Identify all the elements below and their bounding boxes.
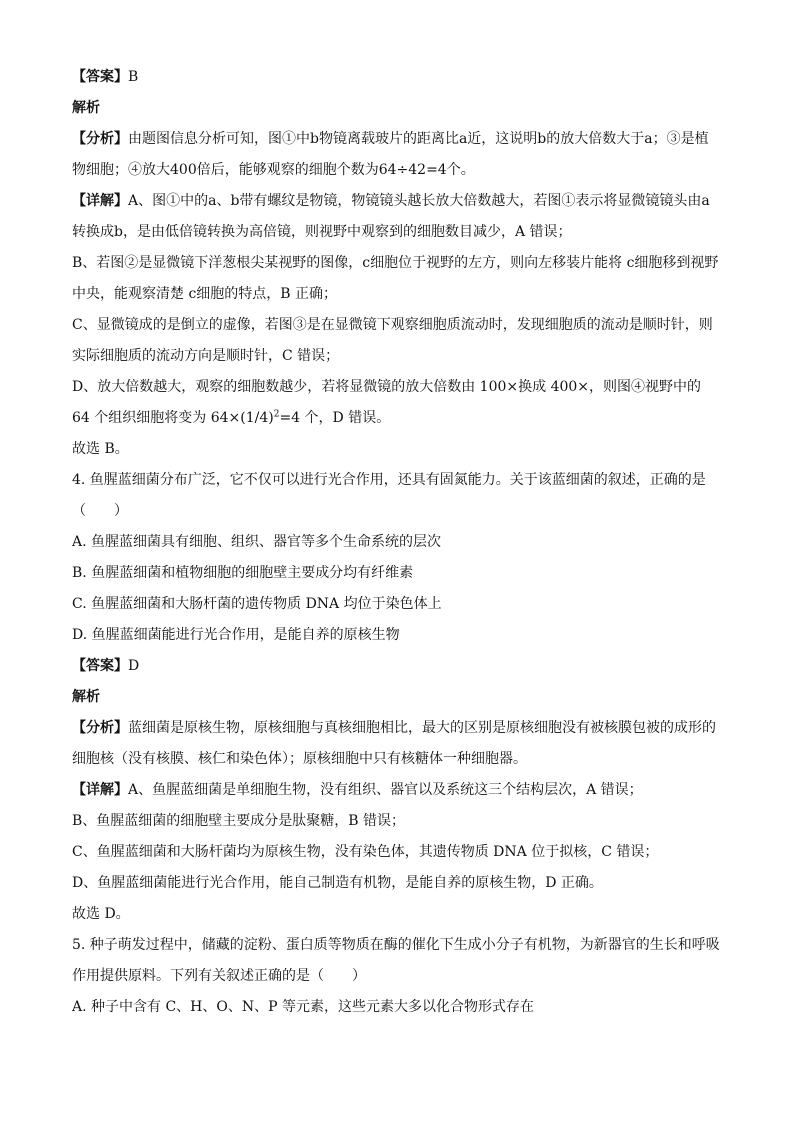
analysis-text: 蓝细菌是原核生物，原核细胞与真核细胞相比，最大的区别是原核细胞没有被核膜包被的成形的细胞核（没有核膜、核仁和染色体）；原核细胞中只有核糖体一种细胞器。 (72, 720, 716, 767)
document-page (72, 62, 722, 1023)
option-d: D. 鱼腥蓝细菌能进行光合作用，是能自养的原核生物 (72, 627, 400, 643)
answer-line (72, 651, 722, 682)
detail-paragraph-a (72, 186, 722, 248)
analysis-tag: 【分析】 (72, 131, 128, 147)
answer-tag: 【答案】 (72, 69, 128, 85)
analysis-tag: 【分析】 (72, 720, 128, 736)
analysis-title: 解析 (72, 100, 100, 116)
detail-tag: 【详解】 (72, 193, 128, 209)
option-a: A. 种子中含有 C、H、O、N、P 等元素，这些元素大多以化合物形式存在 (72, 999, 534, 1015)
answer-value: B (128, 69, 139, 85)
detail-paragraph-b: B、鱼腥蓝细菌的细胞壁主要成分是肽聚糖，B 错误； (72, 813, 406, 829)
detail-paragraph-d: D、鱼腥蓝细菌能进行光合作用，能自己制造有机物，是能自养的原核生物，D 正确。 (72, 875, 603, 891)
question-4-blank: （ ） (72, 503, 128, 519)
detail-paragraph-c: C、鱼腥蓝细菌和大肠杆菌均为原核生物，没有染色体，其遗传物质 DNA 位于拟核，C 错误； (72, 844, 659, 860)
detail-text-a: A、鱼腥蓝细菌是单细胞生物，没有组织、器官以及系统这三个结构层次，A 错误； (128, 782, 643, 798)
question-5-stem: 5. 种子萌发过程中，储藏的淀粉、蛋白质等物质在酶的催化下生成小分子有机物，为新器官的生长和呼吸作用提供原料。下列有关叙述正确的是（ ） (72, 937, 720, 984)
detail-paragraph-c: C、显微镜成的是倒立的虚像，若图③是在显微镜下观察细胞质流动时，发现细胞质的流动是顺时针，则实际细胞质的流动方向是顺时针，C 错误； (72, 317, 713, 364)
detail-paragraph-a (72, 775, 722, 806)
answer-tag: 【答案】 (72, 658, 128, 674)
answer-line (72, 62, 722, 93)
option-a: A. 鱼腥蓝细菌具有细胞、组织、器官等多个生命系统的层次 (72, 534, 442, 550)
detail-text-d-post: =4 个，D 错误。 (279, 410, 391, 426)
analysis-title: 解析 (72, 689, 100, 705)
analysis-paragraph (72, 124, 722, 186)
option-b: B. 鱼腥蓝细菌和植物细胞的细胞壁主要成分均有纤维素 (72, 565, 414, 581)
detail-text-d-pre: D、放大倍数越大，观察的细胞数越少，若将显微镜的放大倍数由 100×换成 400×，则图④视野中的 64 个组织细胞将变为 64×(1/4) (72, 379, 702, 426)
question-4-stem: 4. 鱼腥蓝细菌分布广泛，它不仅可以进行光合作用，还具有固氮能力。关于该蓝细菌的叙述，正确的是 (72, 472, 706, 488)
answer-value: D (128, 658, 140, 674)
conclusion-line: 故选 B。 (72, 441, 129, 457)
detail-tag: 【详解】 (72, 782, 128, 798)
analysis-text: 由题图信息分析可知，图①中b物镜离载玻片的距离比a近，这说明b的放大倍数大于a；③是植物细胞；④放大400倍后，能够观察的细胞个数为64÷42=4个。 (72, 131, 709, 178)
detail-paragraph-b: B、若图②是显微镜下洋葱根尖某视野的图像，c细胞位于视野的左方，则向左移装片能将 c细胞移到视野中央，能观察清楚 c细胞的特点，B 正确； (72, 255, 719, 302)
exponent: 2 (273, 409, 280, 420)
analysis-paragraph (72, 713, 722, 775)
detail-paragraph-d (72, 372, 722, 434)
conclusion-line: 故选 D。 (72, 906, 130, 922)
detail-text-a: A、图①中的a、b带有螺纹是物镜，物镜镜头越长放大倍数越大，若图①表示将显微镜镜头由a转换成b，是由低倍镜转换为高倍镜，则视野中观察到的细胞数目减少，A 错误； (72, 193, 710, 240)
option-c: C. 鱼腥蓝细菌和大肠杆菌的遗传物质 DNA 均位于染色体上 (72, 596, 442, 612)
